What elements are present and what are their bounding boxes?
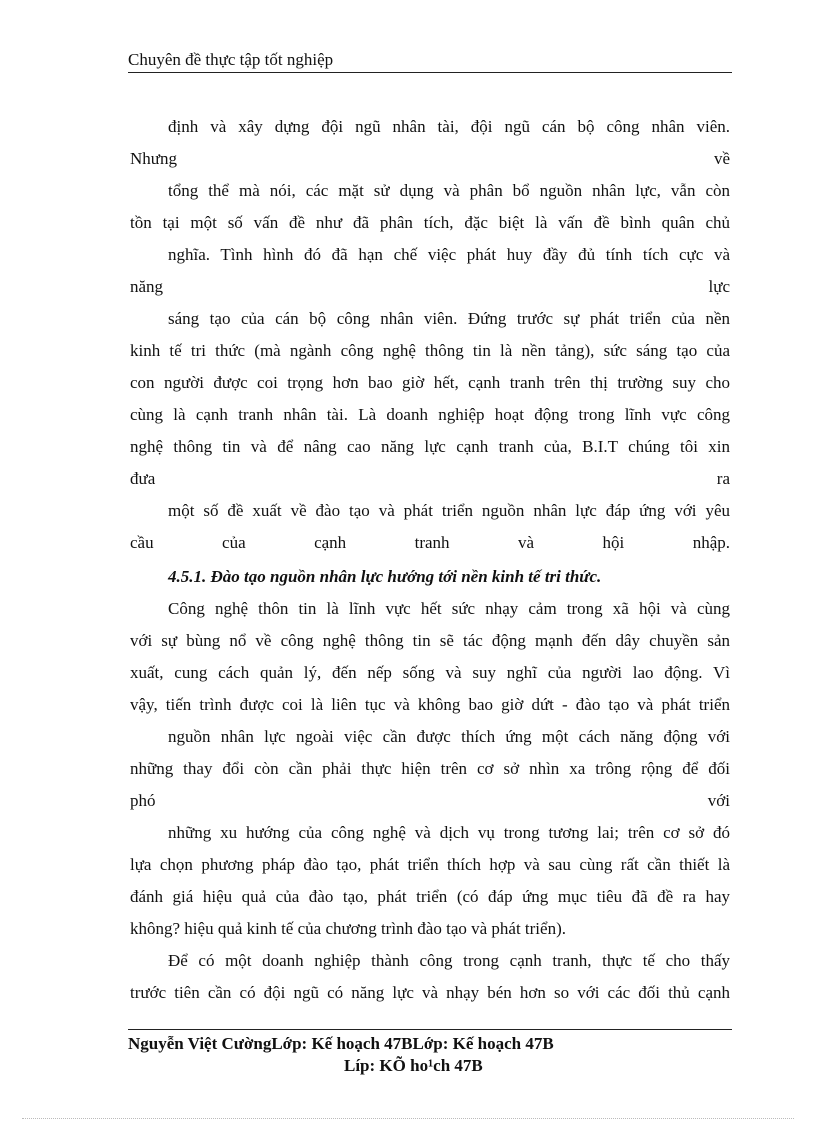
text-line: cùng là cạnh tranh nhân tài. Là doanh nghiệp hoạt động trong lĩnh vực công (130, 405, 730, 424)
text-line: đưa ra (130, 469, 730, 488)
text-line: tổng thể mà nói, các mặt sử dụng và phân bổ nguồn nhân lực, vẫn còn (168, 181, 730, 200)
text-line: trước tiên cần có đội ngũ có năng lực và nhạy bén hơn so với các đối thủ cạnh (130, 983, 730, 1002)
text-line: một số đề xuất về đào tạo và phát triển nguồn nhân lực đáp ứng với yêu (168, 501, 730, 520)
text-line: kinh tế tri thức (mà ngành công nghệ thông tin là nền tảng), sức sáng tạo của (130, 341, 730, 360)
text-line: tồn tại một số vấn đề như đã phân tích, đặc biệt là vấn đề bình quân chủ (130, 213, 730, 232)
text-line: những thay đổi còn cần phải thực hiện trên cơ sở nhìn xa trông rộng để đối (130, 759, 730, 778)
page-bottom-divider (22, 1118, 794, 1119)
page-header (128, 48, 732, 73)
footer-class-line: Líp: KÕ ho¹ch 47B (344, 1056, 483, 1075)
text-line: Để có một doanh nghiệp thành công trong cạnh tranh, thực tế cho thấy (168, 951, 730, 970)
text-line: Công nghệ thôn tin là lĩnh vực hết sức nhạy cảm trong xã hội và cùng (168, 599, 730, 618)
section-heading: 4.5.1. Đào tạo nguồn nhân lực hướng tới nền kinh tế tri thức. (168, 567, 602, 586)
text-line: nghĩa. Tình hình đó đã hạn chế việc phát huy đầy đủ tính tích cực và (168, 245, 730, 264)
text-line: đánh giá hiệu quả của đào tạo, phát triển (có đáp ứng mục tiêu đã đề ra hay (130, 887, 730, 906)
text-line: vậy, tiến trình được coi là liên tục và không bao giờ dứt - đào tạo và phát triển (130, 695, 730, 714)
footer-divider (128, 1029, 732, 1030)
text-line: những xu hướng của công nghệ và dịch vụ trong tương lai; trên cơ sở đó (168, 823, 730, 842)
text-line: cầu của cạnh tranh và hội nhập. (130, 533, 730, 552)
text-line: Nhưng về (130, 149, 730, 168)
text-line: với sự bùng nổ về công nghệ thông tin sẽ tác động mạnh đến dây chuyền sản (130, 631, 730, 650)
text-line: phó với (130, 791, 730, 810)
footer-author-line: Nguyễn Việt CườngLớp: Kế hoạch 47BLớp: Kế hoạch 47B (128, 1034, 554, 1053)
text-line: con người được coi trọng hơn bao giờ hết, cạnh tranh trên thị trường suy cho (130, 373, 730, 392)
text-line: định và xây dựng đội ngũ nhân tài, đội ngũ cán bộ công nhân viên. (168, 117, 730, 136)
text-line: năng lực (130, 277, 730, 296)
header-title: Chuyên đề thực tập tốt nghiệp (128, 50, 334, 69)
text-line: sáng tạo của cán bộ công nhân viên. Đứng trước sự phát triển của nền (168, 309, 730, 328)
text-line: xuất, cung cách quản lý, đến nếp sống và suy nghĩ của người lao động. Vì (130, 663, 730, 682)
text-line: không? hiệu quả kinh tế của chương trình đào tạo và phát triển). (130, 919, 566, 938)
text-line: nguồn nhân lực ngoài việc cần được thích ứng một cách năng động với (168, 727, 730, 746)
text-line: lựa chọn phương pháp đào tạo, phát triển thích hợp và sau cùng rất cần thiết là (130, 855, 730, 874)
text-line: nghệ thông tin và để nâng cao năng lực cạnh tranh của, B.I.T chúng tôi xin (130, 437, 730, 456)
